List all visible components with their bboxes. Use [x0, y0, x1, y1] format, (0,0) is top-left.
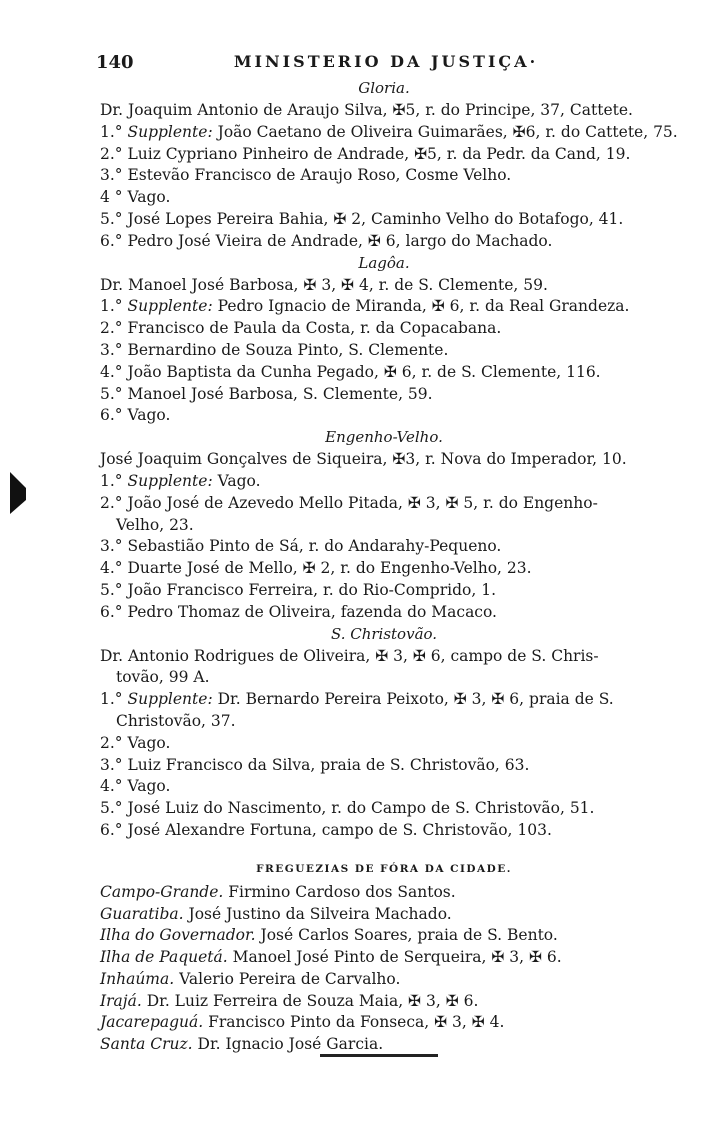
entry-text: Dr. Bernardo Pereira Peixoto, ✠ 3, ✠ 6, praia de S.: [217, 690, 614, 709]
entry-line: [100, 144, 668, 166]
entry-ordinal: 3.°: [100, 340, 123, 359]
entry-text: Francisco de Paula da Costa, r. da Copacabana.: [127, 319, 502, 338]
outer-parish-text: José Carlos Soares, praia de S. Bento.: [260, 926, 558, 945]
parish-section: [100, 624, 668, 842]
entry-text: Manoel José Barbosa, S. Clemente, 59.: [127, 384, 433, 403]
entry-line: [100, 340, 668, 362]
outer-parish-name: Jacarepaguá.: [100, 1013, 204, 1032]
parish-heading: Gloria.: [358, 79, 410, 97]
entry-ordinal: 1.°: [100, 690, 123, 709]
entry-continuation: tovão, 99 A.: [116, 668, 210, 687]
entry-text: Vago.: [127, 777, 171, 796]
entry-ordinal: 1.°: [100, 471, 123, 490]
entry-line: [100, 384, 668, 406]
outer-parish-text: Dr. Luiz Ferreira de Souza Maia, ✠ 3, ✠ 6.: [146, 991, 479, 1010]
outer-parish-text: Francisco Pinto da Fonseca, ✠ 3, ✠ 4.: [208, 1013, 505, 1032]
entry-ordinal: 3.°: [100, 755, 123, 774]
entry-continuation: Velho, 23.: [116, 515, 194, 534]
outer-parish-name: Guaratiba.: [100, 904, 184, 923]
parish-section: [100, 78, 678, 253]
entry-continuation: Christovão, 37.: [116, 711, 236, 730]
entry-text: João Francisco Ferreira, r. do Rio-Comprido, 1.: [127, 580, 496, 599]
entry-line: [100, 231, 668, 253]
entry-line: [100, 646, 668, 668]
outer-parish-line: [100, 882, 668, 904]
outer-parish-text: José Justino da Silveira Machado.: [188, 904, 452, 923]
entry-text: Dr. Manoel José Barbosa, ✠ 3, ✠ 4, r. de S. Clemente, 59.: [100, 275, 548, 294]
page-number: 140: [96, 52, 134, 73]
outer-parish-name: Campo-Grande.: [100, 882, 224, 901]
entry-text: José Alexandre Fortuna, campo de S. Christovão, 103.: [127, 820, 552, 839]
outer-parish-line: [100, 947, 668, 969]
entry-line: [100, 733, 668, 755]
entry-text: Dr. Joaquim Antonio de Araujo Silva, ✠5, r. do Principe, 37, Cattete.: [100, 101, 633, 119]
outer-parish-text: Dr. Ignacio José Garcia.: [197, 1035, 384, 1054]
outer-parish-text: Firmino Cardoso dos Santos.: [228, 882, 456, 901]
entry-ordinal: 2.°: [100, 493, 123, 512]
entry-text: João José de Azevedo Mello Pitada, ✠ 3, ✠ 5, r. do Engenho-: [127, 493, 598, 512]
entry-text: José Lopes Pereira Bahia, ✠ 2, Caminho Velho do Botafogo, 41.: [127, 209, 624, 228]
entry-ordinal: 6.°: [100, 602, 123, 621]
outer-parish-line: [100, 904, 668, 926]
parish-section: [100, 253, 668, 428]
entry-ordinal: 4 °: [100, 188, 123, 207]
entry-line: [100, 580, 668, 602]
entry-ordinal: 2.°: [100, 319, 123, 338]
entry-ordinal: 5.°: [100, 209, 123, 228]
entry-line: [100, 493, 668, 515]
entry-role: Supplente:: [127, 690, 213, 709]
entry-text: Vago.: [127, 406, 171, 425]
entry-ordinal: 3.°: [100, 537, 123, 556]
entry-text: José Luiz do Nascimento, r. do Campo de S. Christovão, 51.: [127, 799, 595, 818]
entry-ordinal: 5.°: [100, 384, 123, 403]
parish-heading: Engenho-Velho.: [325, 428, 443, 447]
entry-line: [100, 318, 668, 340]
entry-text: Dr. Antonio Rodrigues de Oliveira, ✠ 3, ✠ 6, campo de S. Chris-: [100, 646, 599, 665]
page-body: [100, 78, 678, 1056]
parish-heading: Lagôa.: [358, 253, 410, 272]
entry-role: Supplente:: [127, 122, 213, 141]
entry-ordinal: 1.°: [100, 297, 123, 316]
entry-text: Estevão Francisco de Araujo Roso, Cosme Velho.: [127, 166, 512, 185]
page-header: [96, 52, 676, 78]
entry-text: Duarte José de Mello, ✠ 2, r. do Engenho-Velho, 23.: [127, 559, 532, 578]
closing-rule: [320, 1054, 438, 1057]
entry-ordinal: 4.°: [100, 362, 123, 381]
entry-text: Vago.: [127, 733, 171, 752]
entry-ordinal: 2.°: [100, 733, 123, 752]
entry-line: [100, 362, 668, 384]
entry-text: Luiz Francisco da Silva, praia de S. Christovão, 63.: [127, 755, 530, 774]
outer-parish-line: [100, 1012, 668, 1034]
entry-ordinal: 6.°: [100, 406, 123, 425]
parish-heading: S. Christovão.: [330, 624, 438, 643]
entry-line: [100, 100, 668, 122]
entry-line: [100, 275, 668, 297]
entry-line: [100, 449, 668, 471]
outer-parish-line: [100, 925, 668, 947]
entry-ordinal: 5.°: [100, 580, 123, 599]
entry-line: [100, 405, 668, 427]
entry-line: [100, 755, 668, 777]
entry-line: [100, 165, 668, 187]
entry-text: João Baptista da Cunha Pegado, ✠ 6, r. de S. Clemente, 116.: [127, 362, 601, 381]
entry-text: João Caetano de Oliveira Guimarães, ✠6, r. do Cattete, 75.: [217, 122, 678, 141]
margin-thumb-mark-icon: [8, 470, 30, 516]
entry-ordinal: 5.°: [100, 799, 123, 818]
outer-parish-name: Ilha de Paquetá.: [100, 948, 228, 967]
entry-text: Bernardino de Souza Pinto, S. Clemente.: [127, 340, 449, 359]
entry-text: José Joaquim Gonçalves de Siqueira, ✠3, r. Nova do Imperador, 10.: [100, 450, 627, 469]
entry-text: Pedro José Vieira de Andrade, ✠ 6, largo do Machado.: [127, 231, 553, 250]
entry-ordinal: 6.°: [100, 231, 123, 250]
entry-line: [100, 776, 668, 798]
entry-text: Pedro Ignacio de Miranda, ✠ 6, r. da Real Grandeza.: [217, 297, 630, 316]
outer-parish-name: Santa Cruz.: [100, 1035, 193, 1054]
entry-text: Vago.: [127, 188, 171, 207]
entry-line: [100, 122, 678, 144]
outer-parish-text: Valerio Pereira de Carvalho.: [179, 969, 401, 988]
entry-line: [100, 689, 668, 711]
outer-parish-text: Manoel José Pinto de Serqueira, ✠ 3, ✠ 6.: [232, 948, 562, 967]
outer-parish-line: [100, 1034, 668, 1056]
entry-line: [100, 471, 668, 493]
entry-text: Luiz Cypriano Pinheiro de Andrade, ✠5, r. da Pedr. da Cand, 19.: [127, 144, 631, 163]
outer-parishes-heading: FREGUEZIAS DE FÓRA DA CIDADE.: [256, 862, 512, 875]
outer-parish-name: Irajá.: [100, 991, 142, 1010]
entry-role: Supplente:: [127, 471, 213, 490]
entry-line: [100, 209, 668, 231]
entry-line: [100, 536, 668, 558]
entry-ordinal: 4.°: [100, 559, 123, 578]
entry-line: [100, 296, 668, 318]
entry-ordinal: 2.°: [100, 144, 123, 163]
entry-text: Pedro Thomaz de Oliveira, fazenda do Macaco.: [127, 602, 497, 621]
entry-ordinal: 4.°: [100, 777, 123, 796]
entry-line: [100, 187, 668, 209]
entry-ordinal: 3.°: [100, 166, 123, 185]
outer-parish-name: Ilha do Governador.: [100, 926, 256, 945]
parish-section: [100, 427, 668, 623]
entry-ordinal: 1.°: [100, 122, 123, 141]
outer-parish-line: [100, 991, 668, 1013]
outer-parish-name: Inhaúma.: [100, 969, 175, 988]
entry-text: Sebastião Pinto de Sá, r. do Andarahy-Pequeno.: [127, 537, 502, 556]
entry-line: [100, 798, 668, 820]
entry-line: [100, 820, 668, 842]
entry-role: Supplente:: [127, 297, 213, 316]
entry-ordinal: 6.°: [100, 820, 123, 839]
entry-text: Vago.: [217, 471, 261, 490]
entry-line: [100, 558, 668, 580]
outer-parish-line: [100, 969, 668, 991]
entry-line: [100, 602, 668, 624]
running-title: MINISTERIO DA JUSTIÇA·: [233, 52, 539, 71]
